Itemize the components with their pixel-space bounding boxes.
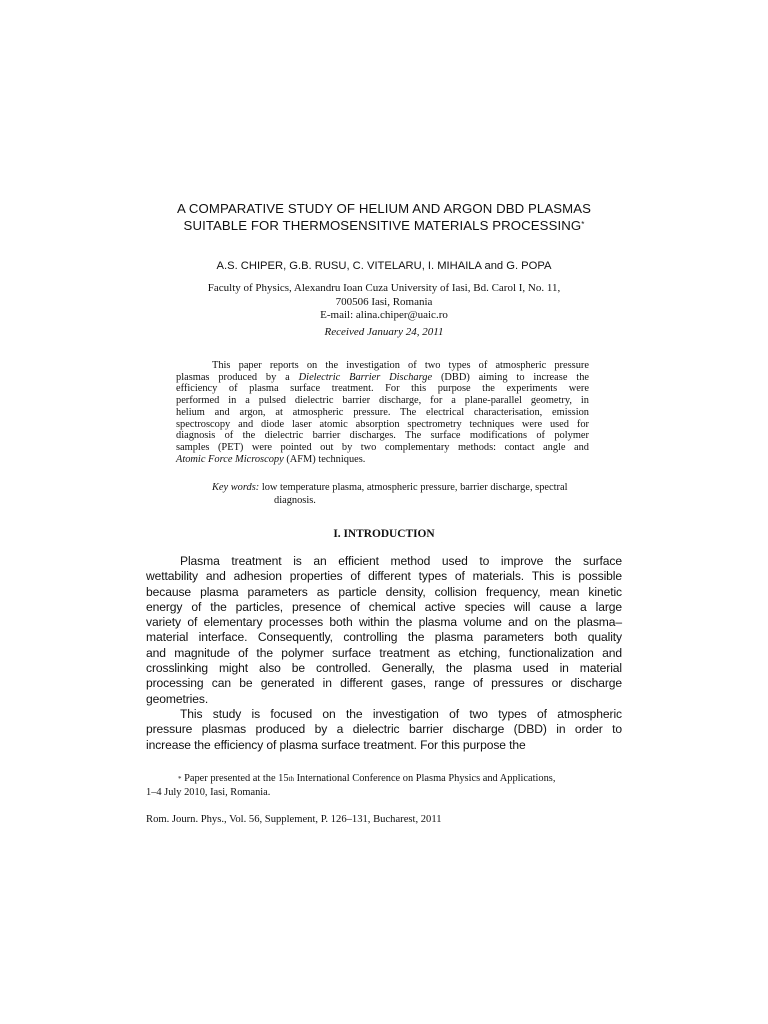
- body-line: because plasma parameters as particle density, collision frequency, mean kinetic: [146, 584, 622, 599]
- footnote-text: International Conference on Plasma Physics and Applications,: [294, 773, 556, 784]
- keywords: [212, 482, 590, 507]
- abstract-line: [176, 372, 589, 384]
- footnote: [146, 772, 622, 800]
- body-line: processing can be generated in different gases, range of pressures or discharge: [146, 676, 622, 691]
- abstract-italic-term: Atomic Force Microscopy: [176, 453, 284, 465]
- body-line: geometries.: [146, 691, 209, 706]
- abstract-line: [176, 454, 589, 466]
- footnote-mark: *: [178, 775, 182, 783]
- body-line: wettability and adhesion properties of different types of materials. This is possible: [146, 569, 622, 584]
- keywords-line-2: diagnosis.: [274, 494, 316, 506]
- paragraph-1: [146, 554, 622, 707]
- affiliation-line-1: Faculty of Physics, Alexandru Ioan Cuza University of Iasi, Bd. Carol I, No. 11,: [207, 282, 561, 294]
- authors: A.S. CHIPER, G.B. RUSU, C. VITELARU, I. MIHAILA and G. POPA: [216, 260, 552, 272]
- body-line: Plasma treatment is an efficient method used to improve the surface: [180, 554, 622, 568]
- journal-reference: Rom. Journ. Phys., Vol. 56, Supplement, P. 126–131, Bucharest, 2011: [146, 814, 442, 825]
- abstract-text: (DBD) aiming to increase the: [432, 371, 590, 383]
- keywords-text: low temperature plasma, atmospheric pressure, barrier discharge, spectral: [259, 482, 568, 493]
- title-line-2: [120, 217, 648, 234]
- body-line: variety of elementary processes both within the plasma volume and on the plasma–: [146, 615, 622, 630]
- body-line: increase the efficiency of plasma surface treatment. For this purpose the: [146, 737, 526, 752]
- affiliation-email: E-mail: alina.chiper@uaic.ro: [320, 309, 448, 321]
- body-line: material interface. Consequently, controlling the plasma parameters both quality: [146, 630, 622, 645]
- title-line-1: A COMPARATIVE STUDY OF HELIUM AND ARGON DBD PLASMAS: [177, 201, 591, 216]
- abstract-line: helium and argon, at atmospheric pressure. The electrical characterisation, emission: [176, 406, 589, 418]
- paper-title: [120, 200, 648, 234]
- section-heading: I. INTRODUCTION: [333, 528, 435, 540]
- body-line: pressure plasmas produced by a dielectric barrier discharge (DBD) in order to: [146, 722, 622, 737]
- footnote-line-1: [146, 772, 622, 786]
- body-line: crosslinking might also be controlled. Generally, the plasma used in material: [146, 661, 622, 676]
- abstract-line: performed in a pulsed dielectric barrier discharge, for a plane-parallel geometry, in: [176, 395, 589, 407]
- paragraph-2: [146, 707, 622, 753]
- body-line: energy of the particles, presence of chemical active species will cause a large: [146, 599, 622, 614]
- abstract-text: (AFM) techniques.: [283, 453, 366, 465]
- abstract-line: samples (PET) were pointed out by two complementary methods: contact angle and: [176, 441, 589, 453]
- footnote-text: Paper presented at the 15: [181, 773, 289, 784]
- abstract-line: spectroscopy and diode laser atomic absorption spectrometry techniques were used for: [176, 418, 589, 430]
- affiliation-line-2: 700506 Iasi, Romania: [335, 295, 433, 308]
- abstract-line: diagnosis of the dielectric barrier discharges. The surface modifications of polymer: [176, 430, 589, 442]
- title-line-2-text: SUITABLE FOR THERMOSENSITIVE MATERIALS PROCESSING: [183, 218, 582, 233]
- title-footnote-mark: *: [581, 220, 585, 229]
- footnote-ordinal: th: [288, 775, 294, 783]
- abstract-italic-term: Dielectric Barrier Discharge: [298, 371, 433, 383]
- received-date: Received January 24, 2011: [324, 326, 444, 338]
- abstract: [176, 360, 589, 465]
- keywords-label: Key words:: [212, 482, 260, 493]
- abstract-text: plasmas produced by a: [176, 371, 299, 383]
- keywords-line-1: [212, 482, 590, 495]
- body-line: and magnitude of the polymer surface treatment as etching, functionalization and: [146, 645, 622, 660]
- body-text: [146, 554, 622, 753]
- body-line: This study is focused on the investigation of two types of atmospheric: [180, 706, 622, 721]
- affiliation: [160, 282, 608, 323]
- abstract-line: This paper reports on the investigation of two types of atmospheric pressure: [212, 360, 589, 371]
- abstract-line: efficiency of plasma surface treatment. For this purpose the experiments were: [176, 383, 589, 395]
- footnote-line-2: 1–4 July 2010, Iasi, Romania.: [146, 787, 271, 798]
